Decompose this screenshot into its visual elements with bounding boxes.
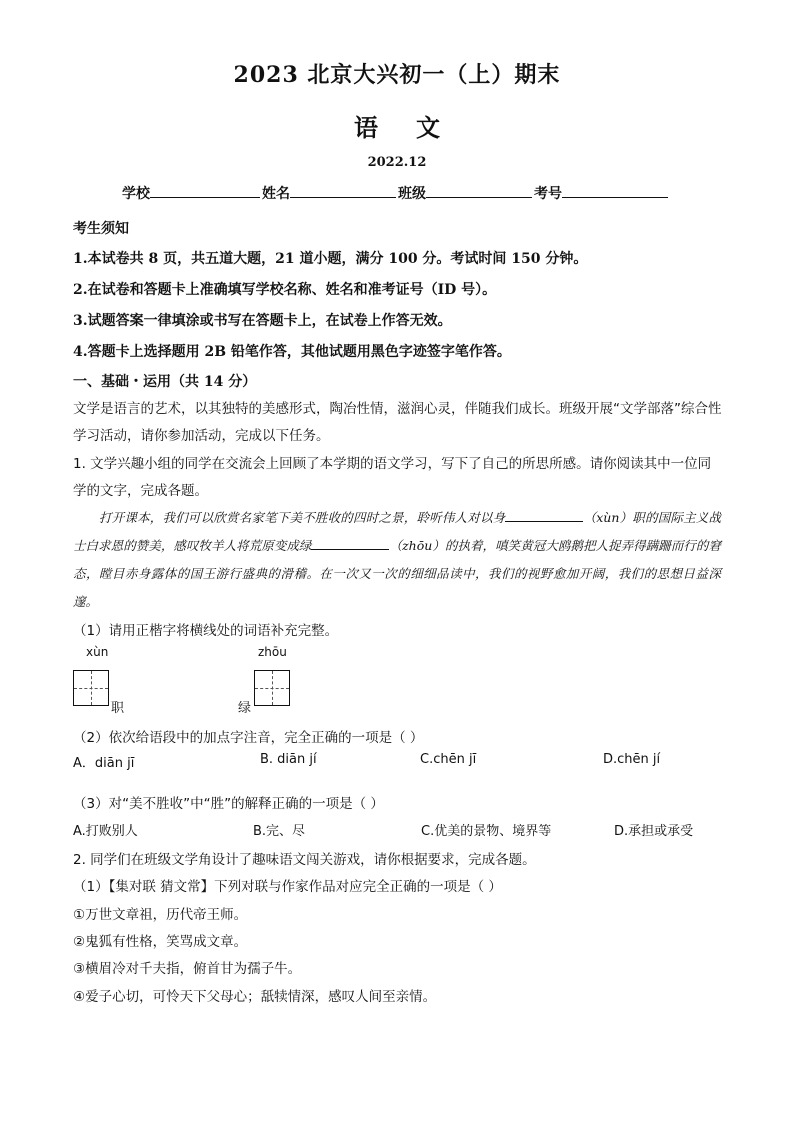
passage-blank-2[interactable] [311,537,389,550]
notice-item: 3.试题答案一律填涂或书写在答题卡上，在试卷上作答无效。 [73,313,452,329]
sub-question-2: （2）依次给语段中的加点字注音，完全正确的一项是（ ） [73,730,424,746]
exam-subject: 语文 [354,113,478,142]
option-c[interactable]: C.chēn jī [420,752,477,767]
question-2-stem: 2. 同学们在班级文学角设计了趣味语文闯关游戏，请你根据要求，完成各题。 [73,852,536,868]
exam-date: 2022.12 [367,155,427,170]
tianzige-box-1[interactable] [73,670,109,706]
passage-blank-1[interactable] [505,509,583,522]
school-field[interactable] [150,183,260,198]
name-field[interactable] [290,183,396,198]
couplet-item: ②鬼狐有性格，笑骂成文章。 [73,934,248,950]
pinyin-label: zhōu [258,645,287,659]
char-label: 绿 [238,701,252,716]
passage-part: 打开课本，我们可以欣赏名家笔下美不胜收的四时之景，聆听伟人对以身 [99,510,506,525]
class-field[interactable] [426,183,532,198]
option-a[interactable]: A.打败别人 [73,824,138,839]
option-d[interactable]: D.承担或承受 [614,824,694,839]
section-intro: 文学是语言的艺术，以其独特的美感形式，陶冶性情，滋润心灵，伴随我们成长。班级开展“文学部落”综合性学习活动，请你参加活动，完成以下任务。 [73,401,722,444]
name-label: 姓名 [262,186,290,202]
tianzige-box-2[interactable] [254,670,290,706]
student-info-line [122,183,670,203]
reading-passage [73,504,721,616]
question-1-stem: 1. 文学兴趣小组的同学在交流会上回顾了本学期的语文学习，写下了自己的所思所感。请你阅读其中一位同学的文字，完成各题。 [73,456,712,499]
exam-title: 2023 北京大兴初一（上）期末 [233,62,561,88]
couplet-item: ①万世文章祖，历代帝王师。 [73,907,248,923]
option-c[interactable]: C.优美的景物、境界等 [421,824,552,839]
option-d[interactable]: D.chēn jí [603,752,661,767]
char-label: 职 [111,701,125,716]
passage-part: （zhōu）的执着，嗔笑黄冠大鸥鹅把人捉弄得蹒跚而行的窘态，瞠目赤身露体的国王游行盛典的滑稽。在一次又一次的细细品读中，我们的视野愈加开阔，我们的思想日益深邃。 [73,538,721,609]
sub-question-1: （1）请用正楷字将横线处的词语补充完整。 [73,623,339,639]
question-2-sub-1: （1）【集对联 猜文常】下列对联与作家作品对应完全正确的一项是（ ） [73,879,502,895]
notice-item: 2.在试卷和答题卡上准确填写学校名称、姓名和准考证号（ID 号）。 [73,282,497,298]
pinyin-label: xùn [86,645,109,659]
notice-item: 1.本试卷共 8 页，共五道大题，21 道小题，满分 100 分。考试时间 150 分钟。 [73,251,588,267]
notice-heading: 考生须知 [73,221,129,237]
exam-number-field[interactable] [562,183,668,198]
option-b[interactable]: B. diān jí [260,752,317,767]
school-label: 学校 [122,186,150,202]
sub-question-3: （3）对“美不胜收”中“胜”的解释正确的一项是（ ） [73,796,384,812]
option-a[interactable]: A．diān jī [73,756,135,771]
couplet-item: ③横眉冷对千夫指，俯首甘为孺子牛。 [73,961,302,977]
option-b[interactable]: B.完、尽 [253,824,306,839]
notice-item: 4.答题卡上选择题用 2B 铅笔作答，其他试题用黑色字迹签字笔作答。 [73,344,511,360]
class-label: 班级 [398,186,426,202]
section-heading: 一、基础・运用（共 14 分） [73,374,257,390]
exam-number-label: 考号 [534,186,562,202]
passage-part: （xùn）职的国际主义战士白求恩的赞美，感叹牧羊人将荒原变成绿 [73,510,721,553]
couplet-item: ④爱子心切，可怜天下父母心；舐犊情深，感叹人间至亲情。 [73,989,437,1005]
